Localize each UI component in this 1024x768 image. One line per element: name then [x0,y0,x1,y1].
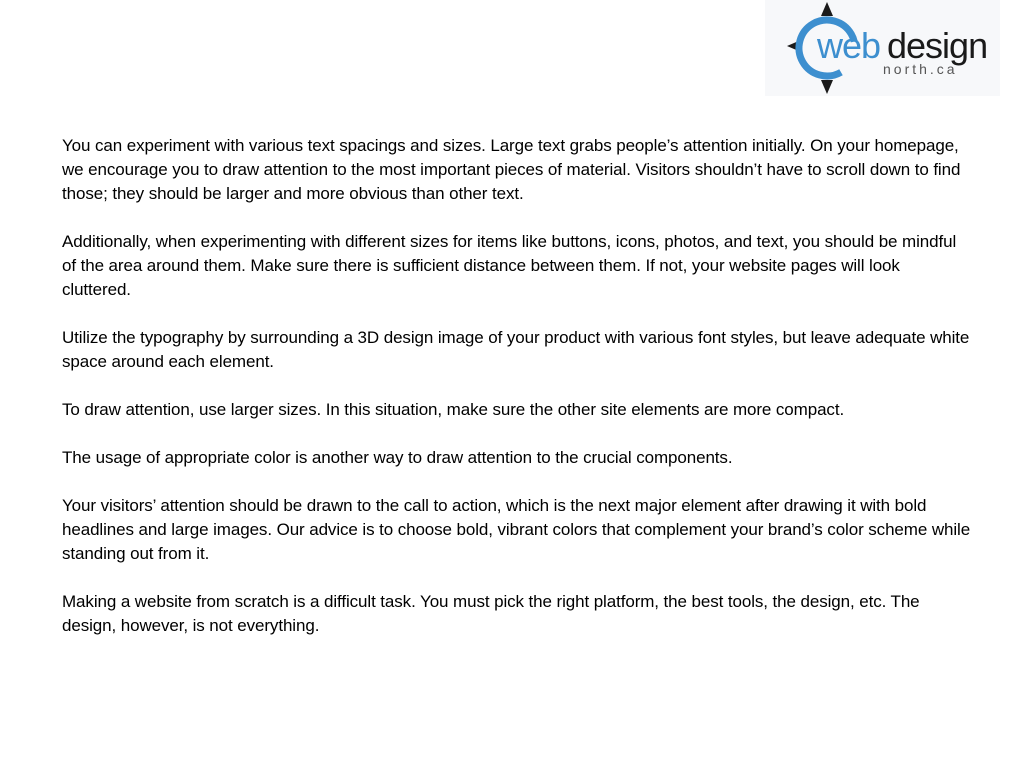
compass-north-arrow [821,2,833,16]
logo-graphic [765,0,1000,96]
paragraph-typography: Utilize the typography by surrounding a 3D design image of your product with various font styles, but leave adequate white space around each element. [62,328,970,371]
paragraph-element-sizes: Additionally, when experimenting with different sizes for items like buttons, icons, photos, and text, you should be mindful of the area around them. Make sure there is sufficient distance between them. If not, your website pages will look cluttered. [62,232,957,299]
article-body [62,134,972,662]
logo-text-web: web [817,25,881,66]
paragraph-color: The usage of appropriate color is another way to draw attention to the crucial components. [62,448,733,467]
webdesign-north-logo [765,0,1000,96]
logo-text-design: design [887,25,988,66]
compass-south-arrow [821,80,833,94]
paragraph-website-scratch: Making a website from scratch is a difficult task. You must pick the right platform, the best tools, the design, etc. The design, however, is not everything. [62,592,920,635]
paragraph-larger-sizes: To draw attention, use larger sizes. In this situation, make sure the other site elements are more compact. [62,400,845,419]
paragraph-text-spacing: You can experiment with various text spacings and sizes. Large text grabs people’s attention initially. On your homepage, we encourage you to draw attention to the most important pieces of material. Visitors shouldn’t have to scroll down to find those; they should be larger and more obvious than other text. [62,136,961,203]
paragraph-call-to-action: Your visitors’ attention should be drawn to the call to action, which is the next major element after drawing it with bold headlines and large images. Our advice is to choose bold, vibrant colors that complement your brand’s color scheme while standing out from it. [62,496,971,563]
logo-subtitle: north.ca [883,61,958,77]
